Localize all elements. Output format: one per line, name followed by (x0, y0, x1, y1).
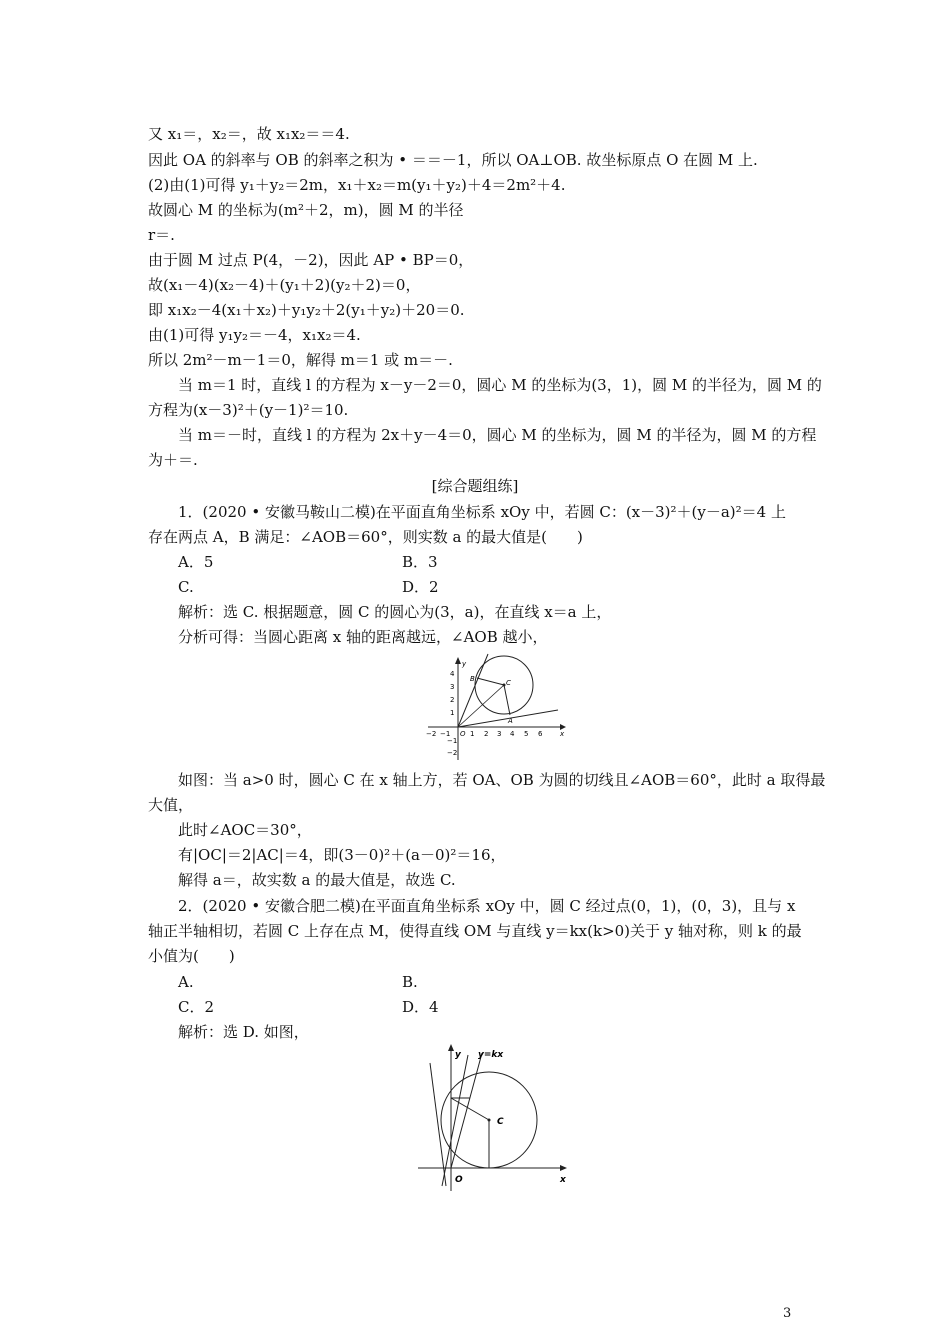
tick-label: −1 (447, 737, 458, 745)
option-b: B．3 (402, 553, 438, 571)
text-line: 故圆心 M 的坐标为(m²＋2，m)，圆 M 的半径 (148, 201, 464, 219)
option-a: A. (178, 973, 194, 991)
section-title: [综合题组练] (431, 477, 519, 495)
text-line: 即 x₁x₂－4(x₁＋x₂)＋y₁y₂＋2(y₁＋y₂)＋20＝0. (148, 301, 465, 319)
text-line: 故(x₁－4)(x₂－4)＋(y₁＋2)(y₂＋2)＝0， (148, 276, 421, 294)
question-stem: 2．(2020 • 安徽合肥二模)在平面直角坐标系 xOy 中，圆 C 经过点(0，1)，(0，3)，且与 x (178, 897, 796, 915)
option-a (178, 552, 213, 572)
text-line: 当 m＝1 时，直线 l 的方程为 x－y－2＝0，圆心 M 的坐标为(3，1)，圆 M 的半径为，圆 M 的 (178, 376, 822, 394)
tick-label: 2 (484, 730, 489, 738)
axis-label-y: y (462, 660, 467, 668)
text-line: (2)由(1)可得 y₁＋y₂＝2m，x₁＋x₂＝m(y₁＋y₂)＋4＝2m²＋4. (148, 176, 566, 194)
option-c: C. (178, 578, 194, 596)
text-line: 当 m＝－时，直线 l 的方程为 2x＋y－4＝0，圆心 M 的坐标为，圆 M 的半径为，圆 M 的方程 (178, 426, 817, 444)
tick-label: −2 (447, 749, 458, 757)
option-d: D．4 (402, 998, 439, 1016)
question-stem: 小值为( ) (148, 947, 235, 965)
point-label-c: C (497, 1117, 504, 1127)
tick-label: 4 (450, 670, 455, 678)
tick-label: 1 (450, 709, 455, 717)
tick-label: 3 (450, 683, 455, 691)
point-label-b: B (470, 675, 475, 683)
origin-label: O (455, 1175, 463, 1185)
y-axis-arrow-icon (448, 1044, 454, 1051)
point-label-c: C (506, 679, 511, 687)
solution-text: 解析：选 C. 根据题意，圆 C 的圆心为(3，a)，在直线 x＝a 上， (178, 603, 612, 621)
solution-text: 大值， (148, 796, 194, 814)
axis-label-x: x (560, 730, 565, 738)
tick-label: 3 (497, 730, 502, 738)
figure-2-circle-tangent (410, 1043, 575, 1193)
solution-text: 分析可得：当圆心距离 x 轴的距离越远，∠AOB 越小， (178, 628, 548, 646)
text-line: r＝. (148, 226, 175, 244)
option-d: D．2 (402, 578, 439, 596)
y-axis-arrow-icon (455, 657, 461, 664)
tick-label: 6 (538, 730, 543, 738)
radius-ca (504, 685, 510, 715)
line-y-kx (451, 1053, 482, 1168)
text-line: 由于圆 M 过点 P(4，－2)，因此 AP • BP＝0， (148, 251, 474, 269)
page-number: 3 (783, 1306, 792, 1321)
axis-label-x: x (560, 1175, 566, 1185)
tick-label: 1 (470, 730, 475, 738)
question-stem: 存在两点 A，B 满足：∠AOB＝60°，则实数 a 的最大值是( ) (148, 528, 583, 546)
option-a-label: A．5 (178, 553, 214, 571)
radius-cb (477, 678, 504, 685)
question-stem: 轴正半轴相切，若圆 C 上存在点 M，使得直线 OM 与直线 y＝kx(k>0)关于 y 轴对称，则 k 的最 (148, 922, 802, 940)
question-stem: 1．(2020 • 安徽马鞍山二模)在平面直角坐标系 xOy 中，若圆 C：(x－3)²＋(y－a)²＝4 上 (178, 503, 786, 521)
tick-label: −2 (426, 730, 437, 738)
solution-text: 此时∠AOC＝30°， (178, 821, 312, 839)
x-axis-arrow-icon (560, 1165, 567, 1171)
figure-1-circle-tangents (420, 652, 570, 764)
tick-label: 2 (450, 696, 455, 704)
text-line: 为＋＝. (148, 451, 198, 469)
option-c: C．2 (178, 998, 215, 1016)
tick-label: 5 (524, 730, 529, 738)
solution-text: 解得 a＝，故实数 a 的最大值是，故选 C. (178, 871, 456, 889)
solution-text: 如图：当 a>0 时，圆心 C 在 x 轴上方，若 OA、OB 为圆的切线且∠AOB＝60°，此时 a 取得最 (178, 771, 826, 789)
point-label-a: A (508, 717, 513, 725)
option-b: B. (402, 973, 418, 991)
segment-to-c (451, 1098, 489, 1120)
text-line: 因此 OA 的斜率与 OB 的斜率之积为 • ＝＝－1，所以 OA⊥OB. 故坐标原点 O 在圆 M 上. (148, 151, 758, 169)
origin-label: O (460, 730, 466, 738)
solution-text: 解析：选 D. 如图， (178, 1023, 309, 1041)
point-c (488, 1119, 491, 1122)
line-label: y=kx (478, 1050, 504, 1060)
axis-label-y: y (455, 1050, 461, 1060)
text-line: 又 x₁＝，x₂＝，故 x₁x₂＝＝4. (148, 125, 350, 143)
text-line: 所以 2m²－m－1＝0，解得 m＝1 或 m＝－. (148, 351, 453, 369)
solution-text: 有|OC|＝2|AC|＝4，即(3－0)²＋(a－0)²＝16， (178, 846, 506, 864)
text-line: 由(1)可得 y₁y₂＝－4，x₁x₂＝4. (148, 326, 361, 344)
tick-label: −1 (440, 730, 451, 738)
text-line: 方程为(x－3)²＋(y－1)²＝10. (148, 401, 349, 419)
tick-label: 4 (510, 730, 515, 738)
